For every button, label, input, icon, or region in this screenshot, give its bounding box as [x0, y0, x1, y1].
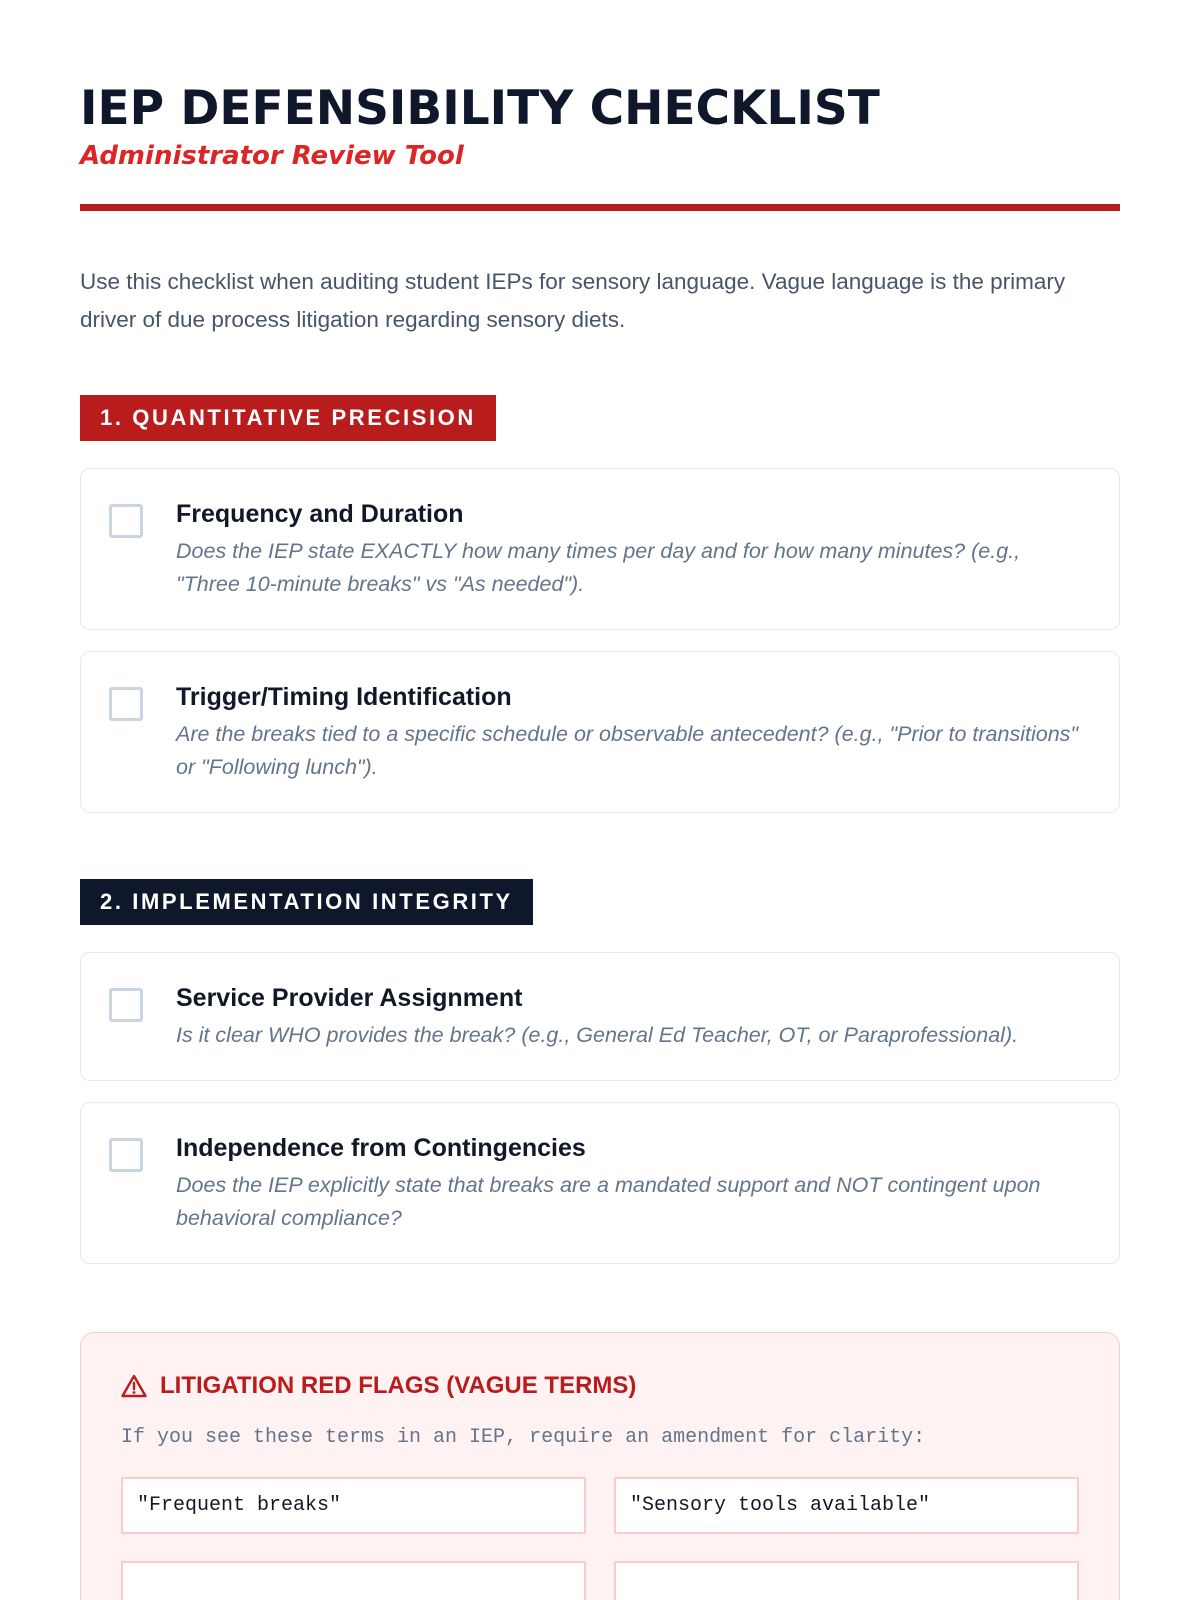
page-title: IEP DEFENSIBILITY CHECKLIST [80, 81, 880, 136]
checklist-item-trigger-timing [80, 651, 1120, 813]
checkbox[interactable] [109, 687, 143, 721]
checklist-item-independence [80, 1102, 1120, 1264]
vague-term: "Sensory tools available" [614, 1477, 1079, 1534]
checkbox[interactable] [109, 1138, 143, 1172]
checklist-item-title: Frequency and Duration [176, 500, 464, 528]
checklist-item-title: Independence from Contingencies [176, 1134, 586, 1162]
checklist-item-service-provider [80, 952, 1120, 1081]
section-heading-implementation-integrity: 2. IMPLEMENTATION INTEGRITY [80, 879, 533, 925]
checklist-item-title: Trigger/Timing Identification [176, 683, 512, 711]
section-heading-quantitative-precision: 1. QUANTITATIVE PRECISION [80, 395, 496, 441]
vague-terms-grid [121, 1477, 1079, 1600]
header-divider [80, 204, 1120, 211]
checklist-item-description: Does the IEP explicitly state that breaks are a mandated support and NOT contingent upon behavioral compliance? [176, 1173, 1041, 1230]
checkbox[interactable] [109, 504, 143, 538]
page-subtitle: Administrator Review Tool [80, 141, 464, 171]
checklist-item-title: Service Provider Assignment [176, 984, 523, 1012]
checklist-item-description: Are the breaks tied to a specific schedule or observable antecedent? (e.g., "Prior to transitions" or "Following lunch"). [176, 722, 1079, 779]
checklist-item-description: Is it clear WHO provides the break? (e.g., General Ed Teacher, OT, or Paraprofessional). [176, 1023, 1019, 1047]
checklist-item-description: Does the IEP state EXACTLY how many times per day and for how many minutes? (e.g., "Three 10-minute breaks" vs "As needed"). [176, 539, 1021, 596]
red-flags-heading [121, 1369, 1079, 1403]
red-flags-heading-text: LITIGATION RED FLAGS (VAGUE TERMS) [160, 1372, 637, 1399]
checkbox[interactable] [109, 988, 143, 1022]
vague-term [121, 1561, 586, 1600]
vague-term: "Frequent breaks" [121, 1477, 586, 1534]
checklist-item-frequency-duration [80, 468, 1120, 630]
warning-triangle-icon [121, 1374, 147, 1398]
red-flags-panel [80, 1332, 1120, 1600]
intro-text: Use this checklist when auditing student IEPs for sensory language. Vague language is the primary driver of due process litigation regarding sensory diets. [80, 269, 1066, 332]
vague-term [614, 1561, 1079, 1600]
red-flags-note: If you see these terms in an IEP, require an amendment for clarity: [121, 1426, 926, 1449]
